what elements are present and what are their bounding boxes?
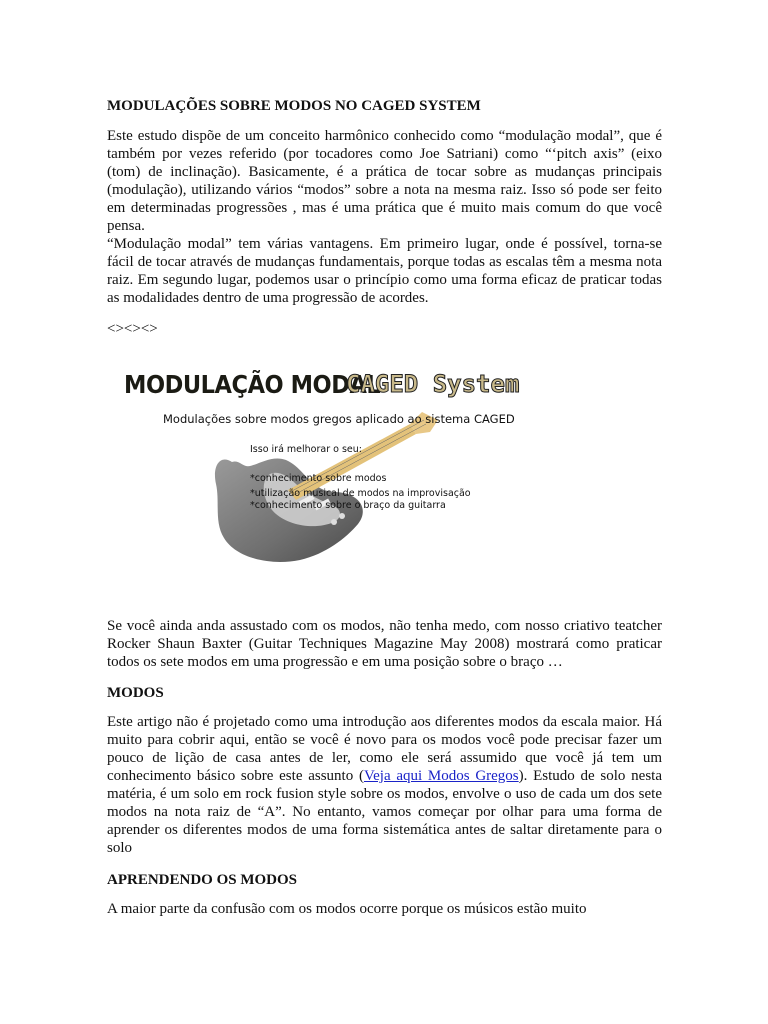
section-heading-modos: MODOS [107,685,164,701]
banner-title-caged: CAGED System [346,370,520,398]
modos-text-after: ). Estudo de solo nesta matéria, é um solo em rock fusion style sobre os modos, envolve o uso de cada um dos sete modos na nota raiz de “A”. No entanto, vamos começar por olhar para uma forma de aprender os diferentes modos de uma forma sistemática antes de saltar diretamente para o solo [107,768,662,856]
modos-text-before: Este artigo não é projetado como uma introdução aos diferentes modos da escala maior. Há muito para cobrir aqui, então se você é novo para os modos você pode precisar fazer um pouco de lição de casa antes de ler, como ele será assumido que você já tem um conhecimento básico sobre este assunto ( [107,714,662,784]
banner-subtitle: Modulações sobre modos gregos aplicado ao sistema CAGED [163,412,515,426]
intro-paragraph-1: Este estudo dispõe de um conceito harmônico conhecido como “modulação modal”, que é também por vezes referido (por tocadores como Joe Satriani) como “‘pitch axis” (eixo (tom) de inclinação). Basicamente, é a prática de tocar sobre as mudanças principais (modulação), utilizando vários “modos” sobre a nota na mesma raiz. Isso só pode ser feito em determinadas progressões , mas é uma prática que é muito mais comum do que você pensa. [107,128,662,234]
modos-paragraph [107,713,662,857]
last-paragraph: A maior parte da confusão com os modos ocorre porque os músicos estão muito [107,901,587,917]
banner-improve-text: Isso irá melhorar o seu: [250,444,362,455]
intro-paragraph-2: “Modulação modal” tem várias vantagens. Em primeiro lugar, onde é possível, torna-se fácil de tocar através de mudanças fundamentais, porque todas as escalas têm a mesma nota raiz. Em segundo lugar, podemos usar o princípio como uma forma eficaz de praticar todas as modalidades dentro de uma progressão de acordes. [107,236,662,306]
separator-symbols: <><><> [107,321,158,337]
banner-bullet: *conhecimento sobre modos [250,473,387,484]
caged-banner-image [120,362,550,572]
paragraph-after-banner: Se você ainda anda assustado com os modos, não tenha medo, com nosso criativo teatcher Rocker Shaun Baxter (Guitar Techniques Magazine May 2008) mostrará como praticar todos os sete modos em uma progressão e em uma posição sobre o braço … [107,618,662,670]
banner-bullet: *conhecimento sobre o braço da guitarra [250,500,446,511]
page-title: MODULAÇÕES SOBRE MODOS NO CAGED SYSTEM [107,98,481,114]
banner-title: MODULAÇÃO MODAL [124,370,381,399]
section-heading-aprendendo: APRENDENDO OS MODOS [107,872,298,888]
modos-gregos-link[interactable]: Veja aqui Modos Gregos [363,768,519,784]
banner-bullet: *utilização musical de modos na improvisação [250,488,471,499]
